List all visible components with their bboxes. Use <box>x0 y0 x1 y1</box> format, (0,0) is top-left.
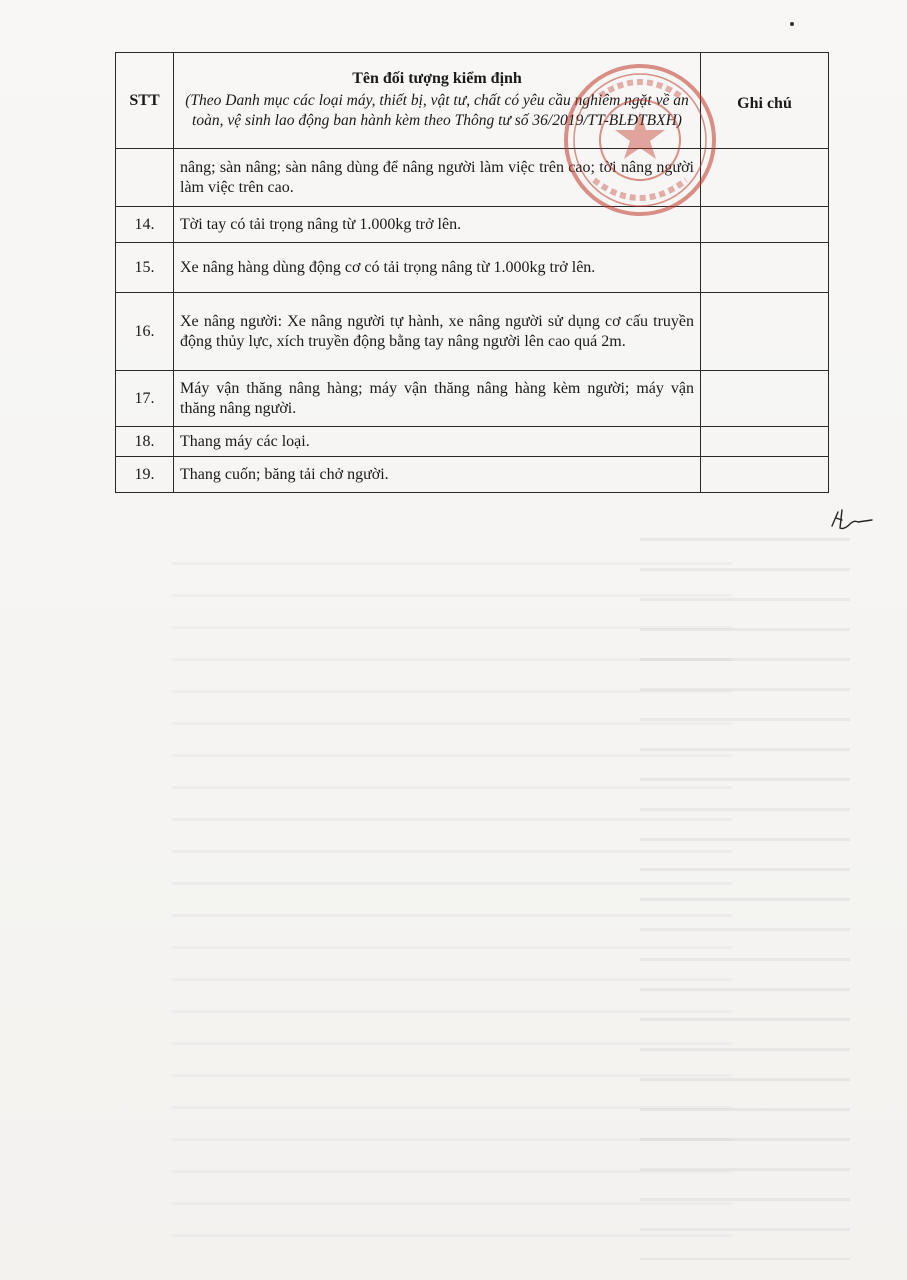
header-name-subtitle: (Theo Danh mục các loại máy, thiết bị, vật tư, chất có yêu cầu nghiêm ngặt về an toàn, vệ sinh lao động ban hành kèm theo Thông tư số 36/2019/TT-BLĐTBXH) <box>185 91 689 129</box>
row-name: Xe nâng hàng dùng động cơ có tải trọng nâng từ 1.000kg trở lên. <box>174 243 701 293</box>
row-note <box>701 457 829 493</box>
row-stt: 15. <box>116 243 174 293</box>
row-stt: 16. <box>116 293 174 371</box>
row-note <box>701 293 829 371</box>
row-note <box>701 371 829 427</box>
row-stt: 17. <box>116 371 174 427</box>
row-note <box>701 427 829 457</box>
table-row <box>116 243 829 293</box>
table-row <box>116 149 829 207</box>
header-note: Ghi chú <box>701 53 829 149</box>
table-row <box>116 457 829 493</box>
table-row <box>116 427 829 457</box>
header-stt: STT <box>116 53 174 149</box>
header-name <box>174 53 701 149</box>
row-name: Tời tay có tải trọng nâng từ 1.000kg trở lên. <box>174 207 701 243</box>
row-note <box>701 149 829 207</box>
row-name: Thang máy các loại. <box>174 427 701 457</box>
row-stt <box>116 149 174 207</box>
row-stt: 14. <box>116 207 174 243</box>
row-note <box>701 243 829 293</box>
row-note <box>701 207 829 243</box>
row-name: Xe nâng người: Xe nâng người tự hành, xe nâng người sử dụng cơ cấu truyền động thủy lực, xích truyền động bằng tay nâng người lên cao quá 2m. <box>174 293 701 371</box>
row-name: Thang cuốn; băng tải chở người. <box>174 457 701 493</box>
inspection-table <box>115 52 829 493</box>
ink-dot <box>790 22 794 26</box>
table-header-row <box>116 53 829 149</box>
header-name-title: Tên đối tượng kiểm định <box>352 69 522 87</box>
table-row <box>116 207 829 243</box>
row-name: Máy vận thăng nâng hàng; máy vận thăng nâng hàng kèm người; máy vận thăng nâng người. <box>174 371 701 427</box>
table-row <box>116 293 829 371</box>
table-row <box>116 371 829 427</box>
bleed-through-text <box>172 540 732 1260</box>
row-stt: 18. <box>116 427 174 457</box>
row-stt: 19. <box>116 457 174 493</box>
row-name: nâng; sàn nâng; sàn nâng dùng để nâng người làm việc trên cao; tời nâng người làm việc trên cao. <box>174 149 701 207</box>
